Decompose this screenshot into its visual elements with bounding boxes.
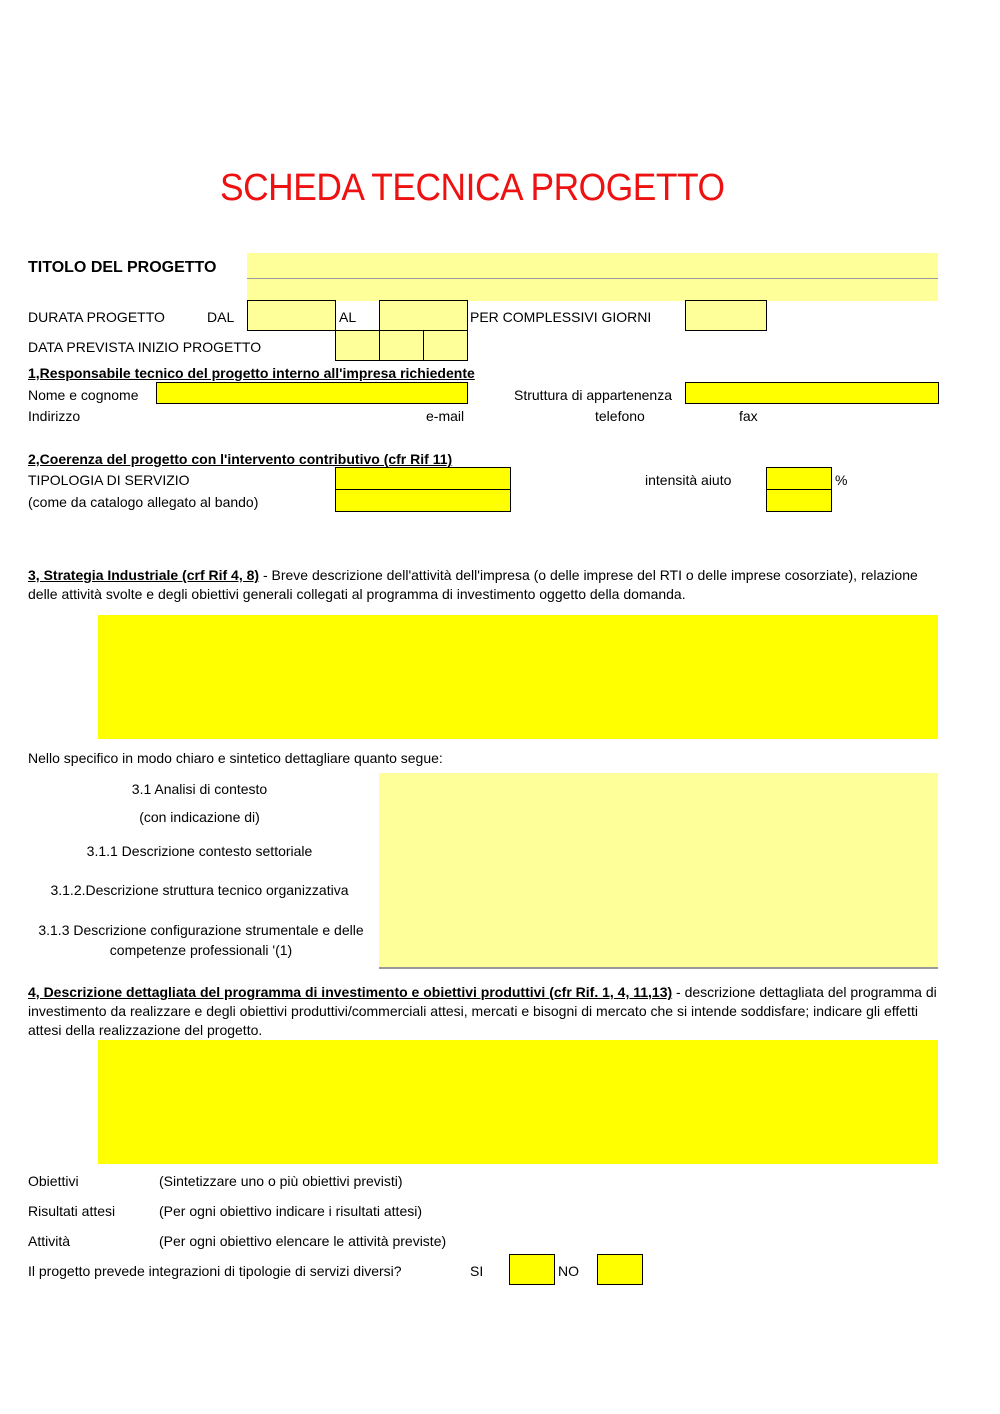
service-type-field-1[interactable] (335, 467, 511, 490)
email-label: e-mail (426, 408, 465, 424)
project-title-label: TITOLO DEL PROGETTO (28, 259, 217, 276)
section4-heading: 4, Descrizione dettagliata del programma di investimento e obiettivi produttivi (cfr Rif. 1, 4, 11,13) (28, 984, 673, 1000)
activities-hint: (Per ogni obiettivo elencare le attività previste) (159, 1233, 447, 1249)
section4-intro (28, 983, 938, 1040)
aid-intensity-field-1[interactable] (766, 467, 832, 490)
start-month-field[interactable] (379, 330, 424, 361)
structure-field[interactable] (685, 382, 939, 404)
yes-label: SI (470, 1263, 484, 1279)
total-days-field[interactable] (685, 300, 767, 331)
section2-heading: 2,Coerenza del progetto con l'intervento contributivo (cfr Rif 11) (28, 451, 453, 467)
project-title-field[interactable] (247, 253, 938, 301)
from-label: DAL (207, 309, 235, 325)
aid-intensity-label: intensità aiuto (645, 472, 732, 488)
start-year-field[interactable] (423, 330, 468, 361)
activities-label: Attività (28, 1233, 71, 1249)
section3-intro (28, 566, 938, 604)
service-type-field-2[interactable] (335, 489, 511, 512)
name-field[interactable] (156, 382, 468, 404)
no-checkbox[interactable] (597, 1254, 643, 1285)
total-days-label: PER COMPLESSIVI GIORNI (470, 309, 652, 325)
analysis-sub: (con indicazione di) (139, 809, 260, 825)
integration-question: Il progetto prevede integrazioni di tipologie di servizi diversi? (28, 1263, 402, 1279)
start-date-label: DATA PREVISTA INIZIO PROGETTO (28, 339, 262, 355)
to-label: AL (339, 309, 357, 325)
phone-label: telefono (595, 408, 645, 424)
no-label: NO (558, 1263, 579, 1279)
section4-description: - descrizione dettagliata del programma di investimento da realizzare e degli obiettivi produttivi/commerciali attesi, mercati e bisogni di mercato che si intende soddisfare; indicare gli effetti attesi della realizzazione del progetto. (28, 984, 937, 1038)
from-date-field[interactable] (247, 300, 336, 331)
yes-checkbox[interactable] (509, 1254, 555, 1285)
catalog-note: (come da catalogo allegato al bando) (28, 494, 259, 510)
address-label: Indirizzo (28, 408, 81, 424)
page-title: SCHEDA TECNICA PROGETTO (220, 167, 725, 209)
item-311: 3.1.1 Descrizione contesto settoriale (86, 843, 313, 859)
section3-description: - Breve descrizione dell'attività dell'impresa (o delle imprese del RTI o delle imprese cosorziate), relazione delle attività svolte e degli obiettivi generali collegati al programma di investimento oggetto della domanda. (28, 567, 918, 602)
duration-label: DURATA PROGETTO (28, 309, 165, 325)
percent-sign: % (835, 472, 848, 488)
service-type-label: TIPOLOGIA DI SERVIZIO (28, 472, 190, 488)
results-hint: (Per ogni obiettivo indicare i risultati attesi) (159, 1203, 423, 1219)
structure-label: Struttura di appartenenza (514, 387, 672, 403)
section3-strategy-textarea[interactable] (98, 615, 938, 739)
section4-program-textarea[interactable] (98, 1040, 938, 1164)
name-label: Nome e cognome (28, 387, 139, 403)
section1-heading: 1,Responsabile tecnico del progetto interno all'impresa richiedente (28, 365, 475, 381)
item-313: 3.1.3 Descrizione configurazione strumentale e delle competenze professionali '(1) (38, 922, 364, 958)
context-analysis-textarea[interactable] (379, 773, 938, 969)
item-312: 3.1.2.Descrizione struttura tecnico organizzativa (50, 882, 349, 898)
fax-label: fax (739, 408, 758, 424)
detail-intro: Nello specifico in modo chiaro e sintetico dettagliare quanto segue: (28, 750, 443, 766)
to-date-field[interactable] (379, 300, 468, 331)
section3-heading: 3, Strategia Industriale (crf Rif 4, 8) (28, 567, 260, 583)
analysis-label: 3.1 Analisi di contesto (131, 781, 268, 797)
aid-intensity-field-2[interactable] (766, 489, 832, 512)
start-day-field[interactable] (335, 330, 380, 361)
objectives-hint: (Sintetizzare uno o più obiettivi previsti) (159, 1173, 403, 1189)
results-label: Risultati attesi (28, 1203, 116, 1219)
objectives-label: Obiettivi (28, 1173, 79, 1189)
